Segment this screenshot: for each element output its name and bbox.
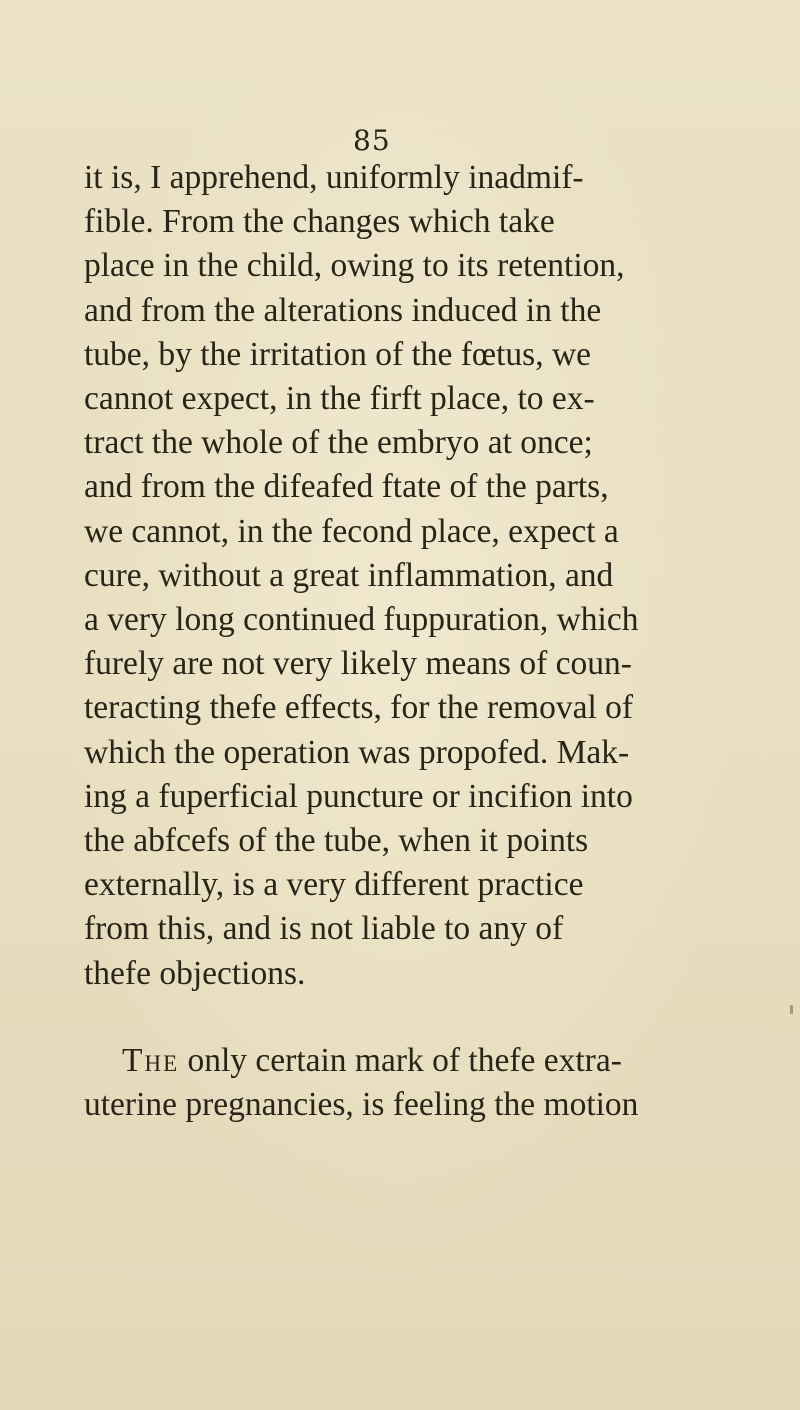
- text-line: thefe objections.: [84, 954, 306, 992]
- text-line: it is, I apprehend, uniformly inadmif-: [84, 159, 584, 196]
- paper-speck: [790, 1005, 793, 1014]
- text-line: from this, and is not liable to any of: [84, 910, 564, 948]
- text-line: externally, is a very different practice: [84, 866, 584, 904]
- text-line: which the operation was propofed. Mak-: [84, 733, 630, 771]
- page-number: 85: [353, 124, 391, 157]
- text-line: tract the whole of the embryo at once;: [84, 424, 593, 462]
- text-line-rest: only certain mark of thefe extra-: [179, 1041, 622, 1079]
- text-line: the abfcefs of the tube, when it points: [84, 822, 589, 860]
- text-line: fible. From the changes which take: [84, 203, 555, 241]
- text-line: we cannot, in the fecond place, expect a: [84, 512, 619, 550]
- paragraph-lead-word: The: [122, 1041, 180, 1079]
- text-line: ing a fuperficial puncture or incifion into: [84, 777, 633, 815]
- paragraph-opening-line: [84, 1039, 724, 1083]
- text-line: cure, without a great inflammation, and: [84, 556, 614, 594]
- text-line: tube, by the irritation of the fœtus, we: [84, 335, 592, 373]
- text-line: teracting thefe effects, for the removal of: [84, 689, 634, 727]
- paragraph-gap: [84, 996, 724, 1039]
- text-line: and from the difeafed ftate of the parts,: [84, 468, 609, 506]
- text-line: furely are not very likely means of coun-: [84, 645, 632, 683]
- text-line: uterine pregnancies, is feeling the motion: [84, 1086, 639, 1124]
- text-line: and from the alterations induced in the: [84, 291, 602, 329]
- text-line: a very long continued fuppuration, which: [84, 601, 639, 639]
- text-line: place in the child, owing to its retention,: [84, 247, 625, 285]
- body-text: [84, 156, 724, 1127]
- text-line: cannot expect, in the firft place, to ex-: [84, 380, 595, 418]
